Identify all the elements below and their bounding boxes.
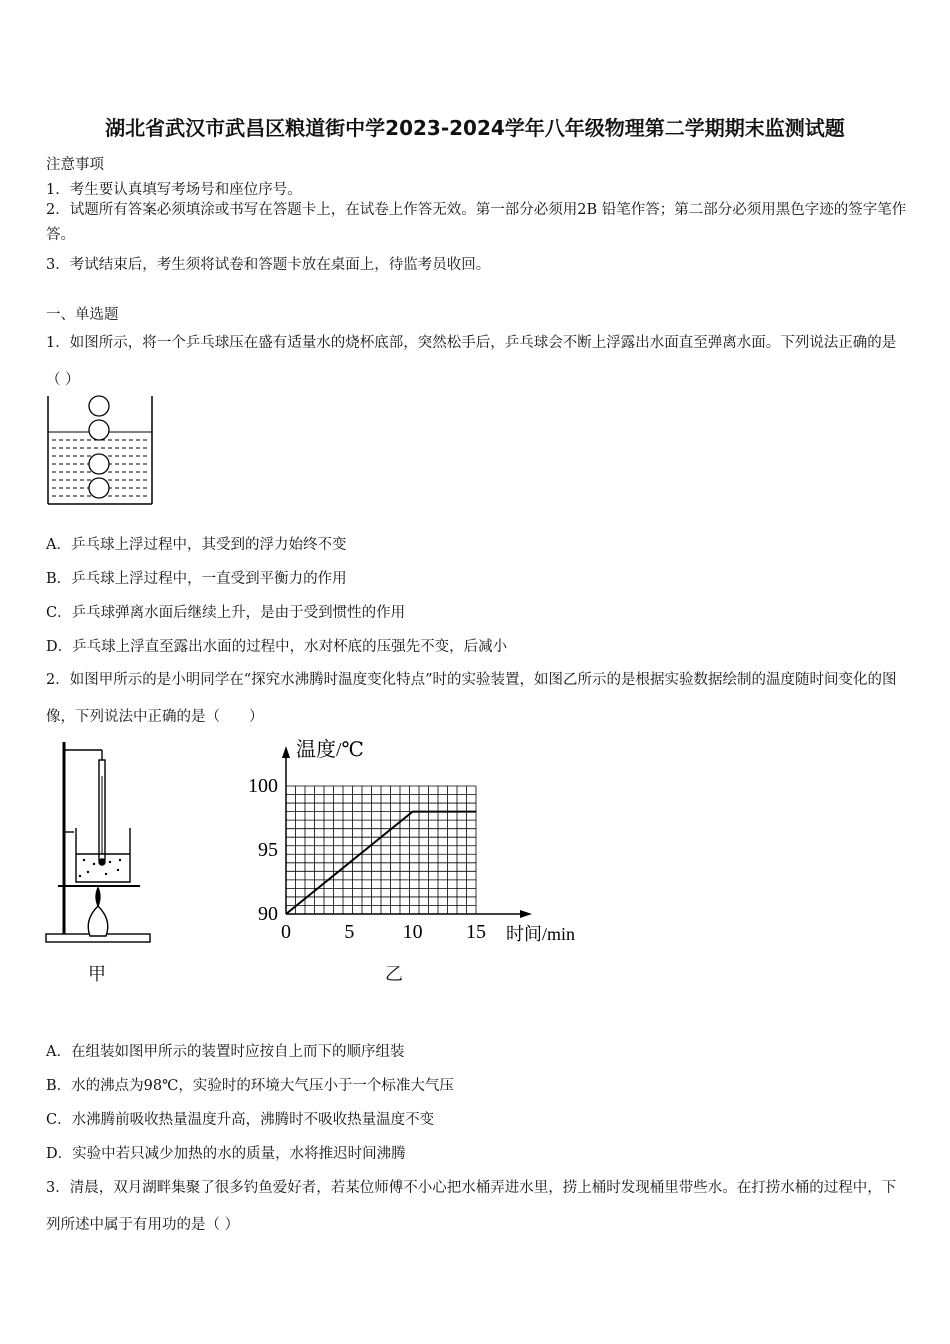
y-tick-label: 90 (258, 903, 278, 925)
question-1-option: C．乒乓球弹离水面后继续上升，是由于受到惯性的作用 (46, 605, 406, 621)
section-heading: 一、单选题 (46, 307, 119, 323)
alcohol-lamp (88, 906, 108, 936)
x-tick-label: 15 (466, 921, 486, 943)
notice-item: 1．考生要认真填写考场号和座位序号。 (46, 182, 302, 198)
notice-item: 2．试题所有答案必须填涂或书写在答题卡上，在试卷上作答无效。第一部分必须用2B 铅笔作答；第二部分必须用黑色字迹的签字笔作答。 (46, 202, 907, 243)
question-1-option: A．乒乓球上浮过程中，其受到的浮力始终不变 (46, 537, 347, 553)
boiling-apparatus-figure (44, 736, 156, 952)
y-axis-arrow (282, 746, 290, 758)
question-2-option: B．水的沸点为98℃，实验时的环境大气压小于一个标准大气压 (46, 1078, 454, 1094)
question-2-option: A．在组装如图甲所示的装置时应按自上而下的顺序组装 (46, 1044, 405, 1060)
question-1-option: D．乒乓球上浮直至露出水面的过程中，水对杯底的压强先不变，后减小 (46, 639, 508, 655)
notice-heading: 注意事项 (46, 157, 104, 173)
question-2-option: D．实验中若只减少加热的水的质量，水将推迟时间沸腾 (46, 1146, 406, 1162)
y-axis-label: 温度/℃ (296, 739, 364, 761)
page-title: 湖北省武汉市武昌区粮道街中学2023-2024学年八年级物理第二学期期末监测试题 (105, 116, 845, 140)
x-axis-label: 时间/min (506, 924, 576, 944)
question-3-stem: 3．清晨，双月湖畔集聚了很多钓鱼爱好者，若某位师傅不小心把水桶弄进水里，捞上桶时发现桶里带些水。在打捞水桶的过程中，下列所述中属于有用功的是（ ） (46, 1180, 897, 1233)
figure-label-jia: 甲 (88, 964, 106, 985)
question-1-option: B．乒乓球上浮过程中，一直受到平衡力的作用 (46, 571, 347, 587)
figure-label-yi: 乙 (385, 964, 403, 985)
question-2-option: C．水沸腾前吸收热量温度升高，沸腾时不吸收热量温度不变 (46, 1112, 435, 1128)
chart-axes (282, 746, 532, 918)
question-2-stem: 2．如图甲所示的是小明同学在“探究水沸腾时温度变化特点”时的实验装置，如图乙所示的是根据实验数据绘制的温度随时间变化的图像，下列说法中正确的是（ ） (46, 672, 897, 725)
x-tick-label: 5 (344, 921, 355, 943)
question-1-stem: 1．如图所示，将一个乒乓球压在盛有适量水的烧杯底部，突然松手后，乒乓球会不断上浮露出水面直至弹离水面。下列说法正确的是（ ） (46, 335, 897, 388)
x-tick-label: 0 (281, 921, 291, 943)
temperature-time-chart (236, 732, 606, 954)
beaker-pingpong-figure (44, 392, 156, 508)
x-tick-label: 10 (402, 921, 423, 943)
chart-grid (286, 786, 476, 914)
y-tick-label: 95 (258, 839, 278, 861)
pingpong-balls (89, 396, 109, 498)
y-tick-label: 100 (248, 775, 278, 797)
x-axis-arrow (520, 910, 532, 918)
notice-item: 3．考试结束后，考生须将试卷和答题卡放在桌面上，待监考员收回。 (46, 257, 491, 273)
